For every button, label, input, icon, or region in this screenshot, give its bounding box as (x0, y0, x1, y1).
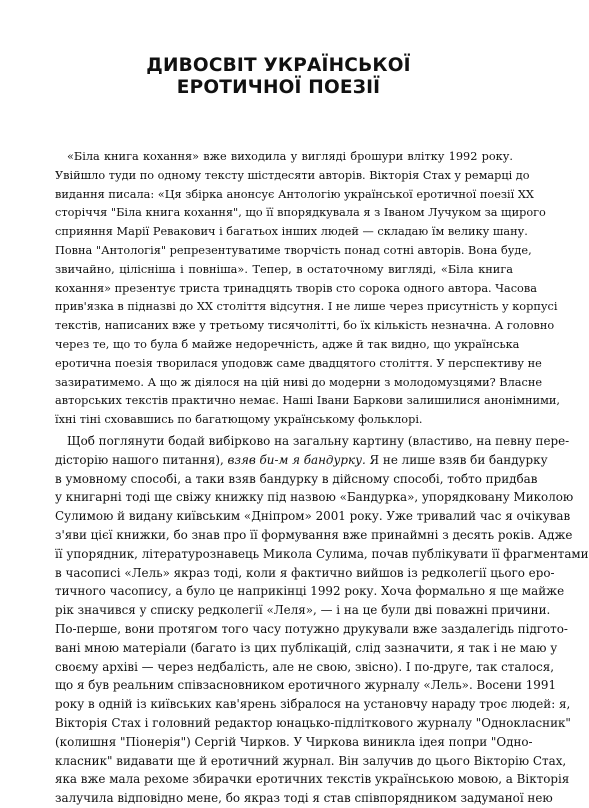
paragraph-1 (55, 148, 560, 430)
text-line: звичайно, цілісніша і повніша». Тепер, в остаточному вигляді, «Біла книга (55, 262, 513, 276)
article-title-line-1: ДИВОСВІТ УКРАЇНСЬКОЇ (146, 55, 411, 76)
text-line: прив'язка в підназві до XX століття відсутня. І не лише через присутність у корпусі (55, 300, 558, 314)
text-line: Увійшло туди по одному тексту шістдесяти авторів. Вікторія Стах у ремарці до (55, 168, 530, 182)
text-line: Щоб поглянути бодай вибірково на загальну картину (властиво, на певну пере- (67, 433, 570, 448)
text-line: еротична поезія творилася уподовж саме двадцятого століття. У перспективу не (55, 356, 542, 370)
text-line: сприяння Марії Ревакович і багатьох інших людей — складаю їм велику шану. (55, 225, 528, 239)
text-line: текстів, написаних вже у третьому тисячолітті, бо їх кількість незначна. А головно (55, 319, 555, 333)
text-line: (колишня "Піонерія") Сергій Чирков. У Чиркова виникла ідея попри "Одно- (55, 734, 533, 749)
text-line: їхні тіні сховавшись по багатющому українському фольклорі. (55, 413, 423, 427)
text-line: Вікторія Стах і головний редактор юнацько-підліткового журналу "Однокласник" (55, 715, 571, 730)
text-line: з'яви цієї книжки, бо знав про її формування вже принаймні з десять років. Адже (55, 527, 573, 542)
text-line: Повна "Антологія" репрезентуватиме творчість понад сотні авторів. Вона буде, (55, 243, 532, 257)
text-run: дісторію нашого питання), (55, 452, 224, 467)
text-line: в умовному способі, а таки взяв бандурку в дійсному способі, тобто придбав (55, 471, 538, 486)
text-line: яка вже мала рехоме збирачки еротичних текстів українською мовою, а Вікторія (55, 772, 570, 787)
text-line: авторських текстів практично немає. Наші Івани Баркови залишилися анонімними, (55, 394, 560, 408)
article-body (55, 148, 589, 808)
text-line: в часописі «Лель» якраз тоді, коли я фактично вийшов із редколегії цього еро- (55, 565, 555, 580)
text-run: Я не лише взяв би бандурку (369, 452, 548, 467)
text-line: класник" видавати ще й еротичний журнал. Він залучив до цього Вікторію Стах, (55, 753, 567, 768)
emphasis-phrase: взяв би-м я бандурку. (227, 452, 366, 467)
text-line: Сулимою й видану київським «Дніпром» 2001 року. Уже тривалий час я очікував (55, 509, 571, 524)
text-line: залучила відповідно мене, бо якраз тоді я став співпорядником задуманої нею (55, 791, 553, 806)
text-line: вані мною матеріали (багато із цих публікацій, слід зазначити, я так і не маю у (55, 640, 558, 655)
text-line: своєму архіві — через недбалість, але не свою, звісно). І по-друге, так сталося, (55, 659, 555, 674)
text-line: через те, що то була б майже недоречність, адже й так видно, що українська (55, 337, 520, 351)
text-line: що я був реальним співзасновником еротичного журналу «Лель». Восени 1991 (55, 678, 557, 693)
text-line: видання писала: «Ця збірка анонсує Антологію української еротичної поезії XX (55, 187, 534, 201)
text-line: у книгарні тоді ще свіжу книжку під назвою «Бандурка», упорядковану Миколою (55, 490, 574, 505)
article-title-line-2: ЕРОТИЧНОЇ ПОЕЗІЇ (176, 77, 381, 98)
text-line: По-перше, вони протягом того часу потужно друкували вже заздалегідь підгото- (55, 621, 568, 636)
text-line: її упорядник, літературознавець Микола Сулима, почав публікувати її фрагментами (55, 546, 589, 561)
text-line: сторіччя "Біла книга кохання", що її впорядкувала я з Іваном Лучуком за щирого (55, 206, 546, 220)
text-line: року в одній із київських кав'ярень зібралося на установчу нараду троє людей: я, (55, 697, 571, 712)
text-line: «Біла книга кохання» вже виходила у вигляді брошури влітку 1992 року. (67, 150, 513, 163)
text-line: кохання» презентує триста тринадцять творів сто сорока одного автора. Часова (55, 281, 537, 295)
text-line: зазиратимемо. А що ж діялося на цій ниві до модерни з молодомузцями? Власне (55, 375, 543, 389)
text-line-with-emphasis (55, 451, 548, 470)
text-line: тичного часопису, а було це наприкінці 1992 року. Хоча формально я ще майже (55, 584, 565, 599)
text-line: рік значився у списку редколегії «Леля», — і на це були дві поважні причини. (55, 603, 551, 618)
paragraph-2 (55, 432, 589, 808)
